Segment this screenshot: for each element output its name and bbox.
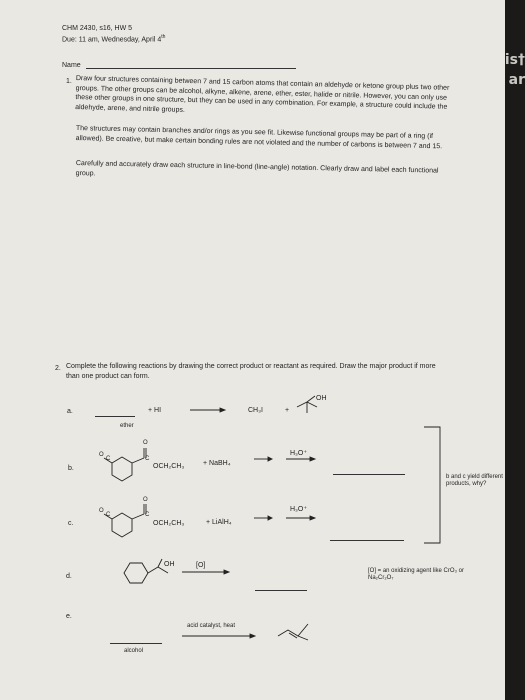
background-edge <box>505 0 525 700</box>
bc-bracket <box>418 425 448 555</box>
reaction-b-ketone-o: O <box>99 452 104 458</box>
reaction-b-carbon: C <box>145 456 150 462</box>
name-label: Name <box>62 62 81 69</box>
reaction-c-carbonyl-o: O <box>143 497 148 503</box>
reaction-a-label: a. <box>67 408 73 415</box>
reaction-c-reagent: + LiAlH₄ <box>206 519 232 526</box>
reaction-b-ketone-c: C <box>106 456 111 462</box>
due-date: Due: 11 am, Wednesday, April 4th <box>62 34 166 44</box>
reaction-b-ester-group: OCH₂CH₃ <box>153 463 185 470</box>
q2-number: 2. <box>55 365 61 372</box>
reaction-c-product-blank[interactable] <box>330 540 404 541</box>
reaction-c-ketone-c: C <box>106 512 111 518</box>
reaction-d-note: [O] = an oxidizing agent like CrO₃ or Na₂Cr₂O₇ <box>368 568 464 581</box>
reaction-a-oh: OH <box>316 395 327 402</box>
q2-intro: Complete the following reactions by drawing the correct product or reactant as required. Draw the major product if more than one product can form. <box>66 363 436 380</box>
reaction-b-label: b. <box>68 465 74 472</box>
reaction-e-alkene-structure <box>276 618 320 642</box>
reaction-c-carbon: C <box>145 512 150 518</box>
reaction-a-solvent: ether <box>120 423 134 429</box>
bc-note: b and c yield different products, why? <box>446 474 503 487</box>
reaction-e-reactant-hint: alcohol <box>124 648 144 654</box>
reaction-d-label: d. <box>66 573 72 580</box>
reaction-d-product-blank[interactable] <box>255 590 307 591</box>
reaction-a-reagent: + HI <box>148 407 162 414</box>
name-blank[interactable] <box>86 68 296 69</box>
q1-paragraph-3: Carefully and accurately draw each structure in line-bond (line-angle) notation. Clearly draw and label each functional group. <box>75 159 439 177</box>
reaction-a-product-ch3i: CH₃I <box>248 407 263 414</box>
course-title: CHM 2430, s16, HW 5 <box>62 25 133 32</box>
q1-paragraph-2: The structures may contain branches and/or rings as you see fit. Likewise functional groups may be part of a ring (if allowed). Be creative, but make certain bonding rules are not violated and the number of carbons is between 7 and 15. <box>75 124 443 150</box>
reaction-c-ketone-o: O <box>99 508 104 514</box>
reaction-a-reactant-blank[interactable] <box>95 416 135 417</box>
reaction-b-arrows <box>254 455 320 465</box>
reaction-c-keto-ester-structure <box>92 495 172 537</box>
reaction-e-label: e. <box>66 613 72 620</box>
reaction-d-reagent: [O] <box>196 562 206 569</box>
reaction-b-keto-ester-structure <box>92 439 172 481</box>
reaction-a-arrow <box>190 406 230 414</box>
reaction-b-carbonyl-o: O <box>143 440 148 446</box>
reaction-a-plus: + <box>285 407 290 414</box>
background-partial-text: is† ar <box>504 52 525 88</box>
reaction-e-reagent: acid catalyst, heat <box>187 623 236 629</box>
q1-number: 1. <box>66 78 72 85</box>
reaction-e-arrow <box>180 632 260 640</box>
reaction-c-workup: H₃O⁺ <box>290 506 308 513</box>
tert-butanol-structure <box>295 393 335 417</box>
reaction-d-arrow <box>180 568 234 576</box>
reaction-b-reagent: + NaBH₄ <box>203 460 231 467</box>
reaction-c-label: c. <box>68 520 74 527</box>
reaction-d-oh: OH <box>164 561 175 568</box>
reaction-b-workup: H₃O⁺ <box>290 450 308 457</box>
reaction-b-product-blank[interactable] <box>333 474 405 475</box>
q1-paragraph-1: Draw four structures containing between 7 and 15 carbon atoms that contain an aldehyde or ketone group plus two other groups. The other groups can be alcohol, alkyne, alkene, arene, ether, ester, halide or nitrile. However, you can only use these other groups in one structure, but they can be used in any combination. For example, a structure could include the aldehyde, arene, and nitrile groups. <box>75 74 450 114</box>
reaction-d-alcohol-structure <box>108 553 178 589</box>
reaction-e-reactant-blank[interactable] <box>110 643 162 644</box>
reaction-c-ester-group: OCH₂CH₃ <box>153 520 185 527</box>
reaction-c-arrows <box>254 514 320 524</box>
